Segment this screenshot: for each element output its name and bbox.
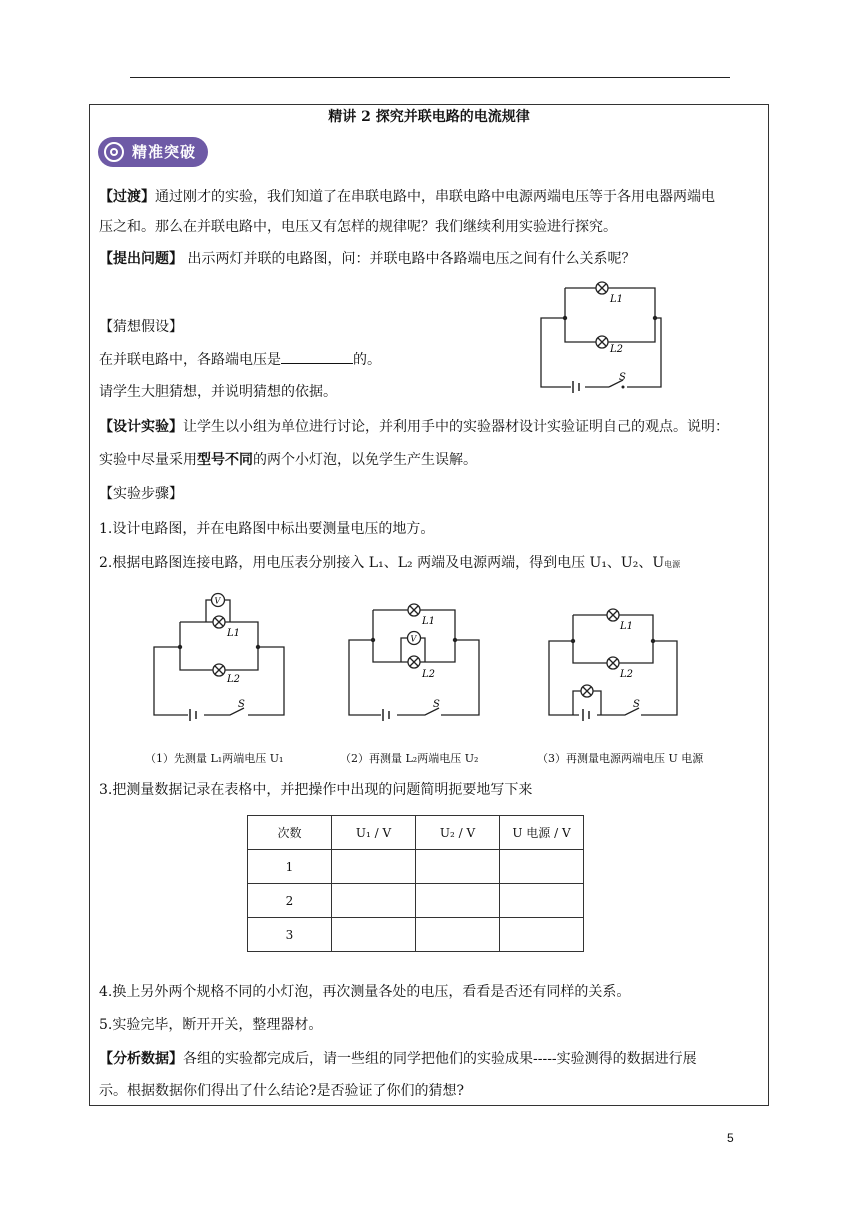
- hypothesis-text-a: 在并联电路中，各路端电压是: [99, 352, 281, 368]
- analysis-text2: 示。根据数据你们得出了什么结论?是否验证了你们的猜想?: [99, 1083, 465, 1099]
- precision-badge: [98, 137, 208, 167]
- cell-u2[interactable]: [416, 850, 500, 884]
- design-line1: [99, 413, 729, 441]
- hypothesis-text-b: 的。: [353, 352, 381, 368]
- header-rule: [130, 77, 730, 78]
- page-number: 5: [727, 1131, 734, 1145]
- step-1: 1.设计电路图，并在电路图中标出要测量电压的地方。: [99, 521, 435, 537]
- table-header-row: [248, 816, 584, 850]
- row-index: 3: [248, 918, 332, 952]
- answer-blank[interactable]: [281, 349, 353, 364]
- steps-label: 【实验步骤】: [99, 486, 183, 502]
- design-text2b: 的两个小灯泡，以免学生产生误解。: [253, 452, 477, 468]
- step-5: 5.实验完毕，断开开关，整理器材。: [99, 1017, 323, 1033]
- transition-text1: 通过刚才的实验，我们知道了在串联电路中，串联电路中电源两端电压等于各用电器两端电: [155, 189, 715, 205]
- transition-text2: 压之和。那么在并联电路中，电压又有怎样的规律呢？我们继续利用实验进行探究。: [99, 219, 617, 235]
- c3-label-l2: L2: [620, 669, 634, 680]
- step-2-subscript: 电源: [664, 560, 681, 569]
- design-label: 【设计实验】: [99, 419, 183, 435]
- c3-label-s: S: [633, 699, 640, 710]
- cell-usource[interactable]: [500, 918, 584, 952]
- label-l1: L1: [610, 294, 624, 305]
- table-row: [248, 884, 584, 918]
- step-4: 4.换上另外两个规格不同的小灯泡，再次测量各处的电压，看看是否还有同样的关系。: [99, 984, 631, 1000]
- circuit-measure-l1: [150, 590, 290, 725]
- header-count: 次数: [248, 816, 332, 850]
- design-line2: [99, 446, 477, 474]
- cell-usource[interactable]: [500, 850, 584, 884]
- label-l2: L2: [610, 344, 624, 355]
- circuit-measure-source: [545, 605, 685, 725]
- c1-label-s: S: [238, 699, 245, 710]
- question-para: [99, 245, 635, 273]
- target-icon: [104, 142, 124, 162]
- c1-label-l2: L2: [227, 674, 241, 685]
- transition-para-line1: [99, 183, 715, 211]
- c2-label-s: S: [433, 699, 440, 710]
- hypothesis-line2: 请学生大胆猜想，并说明猜想的依据。: [99, 384, 337, 400]
- cell-usource[interactable]: [500, 884, 584, 918]
- section-title: 精讲 2 探究并联电路的电流规律: [328, 109, 530, 125]
- voltmeter-v2: V: [410, 634, 417, 644]
- analysis-label: 【分析数据】: [99, 1051, 183, 1067]
- table-row: [248, 918, 584, 952]
- caption-3: （3）再测量电源两端电压 U 电源: [537, 752, 704, 765]
- row-index: 2: [248, 884, 332, 918]
- circuit-measure-l2: [345, 600, 485, 725]
- parallel-circuit-diagram: [535, 280, 675, 395]
- row-index: 1: [248, 850, 332, 884]
- label-switch: S: [619, 372, 626, 383]
- analysis-text1: 各组的实验都完成后，请一些组的同学把他们的实验成果-----实验测得的数据进行展: [183, 1051, 697, 1067]
- transition-label: 【过渡】: [99, 189, 155, 205]
- c1-label-l1: L1: [227, 628, 241, 639]
- caption-1: （1）先测量 L₁两端电压 U₁: [145, 752, 284, 765]
- step-2: [99, 549, 680, 579]
- hypothesis-line1: [99, 346, 381, 374]
- cell-u2[interactable]: [416, 918, 500, 952]
- caption-2: （2）再测量 L₂两端电压 U₂: [340, 752, 479, 765]
- cell-u1[interactable]: [332, 884, 416, 918]
- c2-label-l1: L1: [422, 616, 436, 627]
- header-usource: U 电源 / V: [500, 816, 584, 850]
- c2-label-l2: L2: [422, 669, 436, 680]
- badge-label: 精准突破: [132, 143, 197, 161]
- question-label: 【提出问题】: [99, 251, 183, 267]
- design-text1: 让学生以小组为单位进行讨论，并利用手中的实验器材设计实验证明自己的观点。说明：: [183, 419, 729, 435]
- hypothesis-label: 【猜想假设】: [99, 319, 183, 335]
- header-u1: U₁ / V: [332, 816, 416, 850]
- step-2-text: 2.根据电路图连接电路，用电压表分别接入 L₁、L₂ 两端及电源两端，得到电压 U₁、U₂、U: [99, 555, 665, 571]
- voltmeter-v1: V: [214, 596, 221, 606]
- design-emphasis: 型号不同: [197, 452, 253, 468]
- cell-u1[interactable]: [332, 850, 416, 884]
- design-text2a: 实验中尽量采用: [99, 452, 197, 468]
- table-row: [248, 850, 584, 884]
- analysis-line1: [99, 1045, 697, 1073]
- step-3: 3.把测量数据记录在表格中，并把操作中出现的问题简明扼要地写下来: [99, 782, 533, 798]
- question-text: 出示两灯并联的电路图，问：并联电路中各路端电压之间有什么关系呢？: [183, 251, 636, 267]
- c3-label-l1: L1: [620, 621, 634, 632]
- header-u2: U₂ / V: [416, 816, 500, 850]
- measurement-table: [247, 815, 584, 952]
- cell-u2[interactable]: [416, 884, 500, 918]
- cell-u1[interactable]: [332, 918, 416, 952]
